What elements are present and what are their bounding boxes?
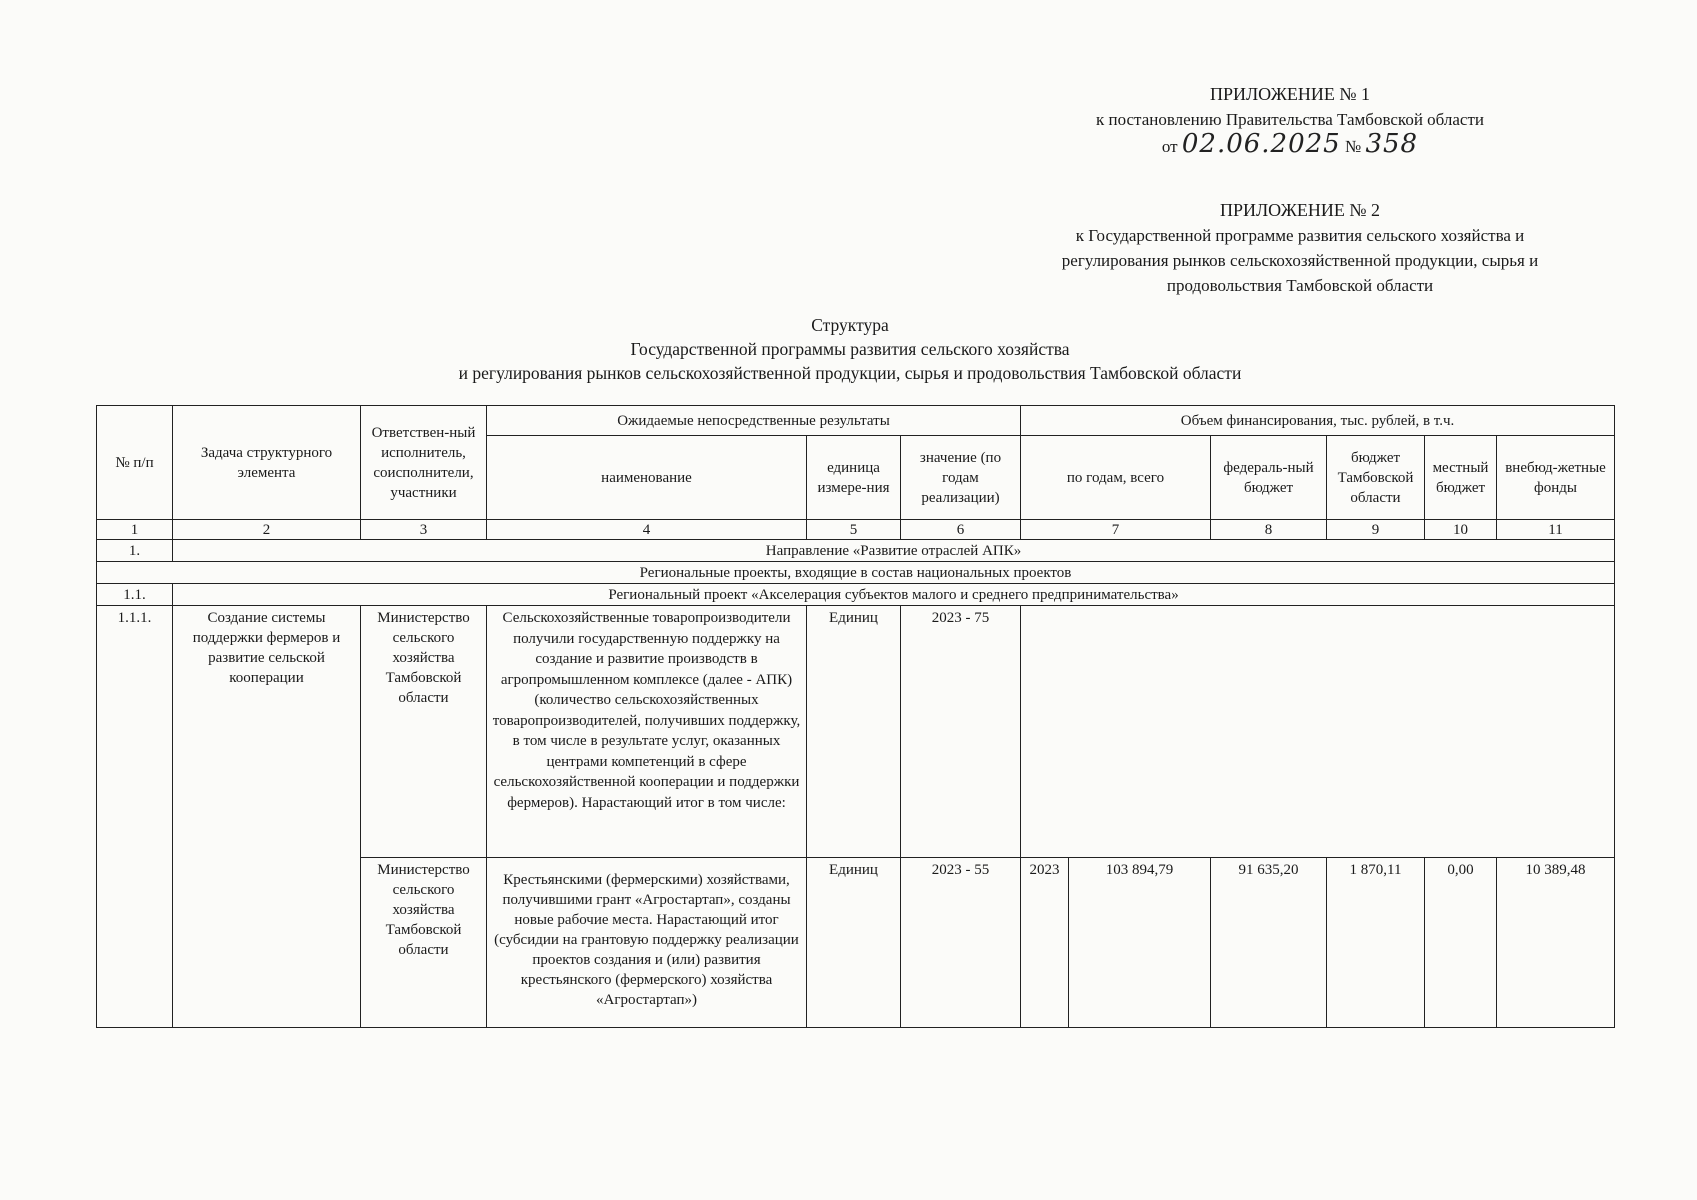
direction-num: 1.: [97, 540, 173, 562]
appendix1-title: ПРИЛОЖЕНИЕ № 1: [1209, 84, 1371, 104]
from-label: от: [1161, 137, 1178, 156]
header-unit: единица измере-ния: [807, 436, 901, 520]
row1-responsible: Министерство сельского хозяйства Тамбовской области: [361, 606, 487, 858]
col-number: 2: [173, 520, 361, 540]
project-title: Региональный проект «Акселерация субъектов малого и среднего предпринимательства»: [173, 584, 1615, 606]
doc-title-line1: Структура: [811, 315, 889, 335]
document-title: [300, 313, 1400, 385]
header-task: Задача структурного элемента: [173, 406, 361, 520]
col-number: 10: [1425, 520, 1497, 540]
appendix2-title: ПРИЛОЖЕНИЕ № 2: [1219, 200, 1381, 220]
appendix1-line: к постановлению Правительства Тамбовской области: [1095, 110, 1485, 129]
header-name: наименование: [487, 436, 807, 520]
structure-table: [96, 405, 1615, 1028]
row1-funding-empty: [1021, 606, 1615, 858]
row2-year: 2023: [1021, 858, 1069, 1028]
appendix2-block: [1000, 198, 1600, 298]
appendix2-line1: к Государственной программе развития сельского хозяйства и: [1075, 226, 1525, 245]
row2-responsible: Министерство сельского хозяйства Тамбовской области: [361, 858, 487, 1028]
handwritten-date: 02.06.2025: [1181, 129, 1341, 159]
doc-title-line2: Государственной программы развития сельского хозяйства: [630, 339, 1070, 359]
header-no: № п/п: [97, 406, 173, 520]
row2-federal: 91 635,20: [1211, 858, 1327, 1028]
row-num: 1.1.1.: [97, 606, 173, 1028]
header-responsible: Ответствен-ный исполнитель, соисполнители, участники: [361, 406, 487, 520]
col-number: 7: [1021, 520, 1211, 540]
col-number: 9: [1327, 520, 1425, 540]
row2-offbudget: 10 389,48: [1497, 858, 1615, 1028]
col-number: 3: [361, 520, 487, 540]
row2-value: 2023 - 55: [901, 858, 1021, 1028]
header-total: по годам, всего: [1021, 436, 1211, 520]
appendix1-date-line: [1040, 129, 1540, 159]
row2-name: Крестьянскими (фермерскими) хозяйствами, получившими грант «Агростартап», созданы новые рабочие места. Нарастающий итог (субсидии на грантовую поддержку реализации проектов создания и (или) развития крестьянского (фермерского) хозяйства «Агростартап»): [487, 858, 807, 1028]
header-regional: бюджет Тамбовской области: [1327, 436, 1425, 520]
handwritten-number: 358: [1365, 129, 1419, 159]
appendix2-line3: продовольствия Тамбовской области: [1166, 276, 1434, 295]
row-task: Создание системы поддержки фермеров и развитие сельской кооперации: [173, 606, 361, 1028]
doc-title-line3: и регулирования рынков сельскохозяйственной продукции, сырья и продовольствия Тамбовской области: [458, 363, 1242, 383]
appendix1-block: [1040, 82, 1540, 159]
header-local: местный бюджет: [1425, 436, 1497, 520]
project-num: 1.1.: [97, 584, 173, 606]
appendix2-line2: регулирования рынков сельскохозяйственной продукции, сырья и: [1061, 251, 1539, 270]
header-offbudget: внебюд-жетные фонды: [1497, 436, 1615, 520]
row2-total: 103 894,79: [1069, 858, 1211, 1028]
structure-table-wrap: [96, 405, 1614, 1028]
row1-value: 2023 - 75: [901, 606, 1021, 858]
header-expected-results: Ожидаемые непосредственные результаты: [487, 406, 1021, 436]
row2-unit: Единиц: [807, 858, 901, 1028]
row2-local: 0,00: [1425, 858, 1497, 1028]
table-row: [97, 606, 1615, 858]
header-funding: Объем финансирования, тыс. рублей, в т.ч.: [1021, 406, 1615, 436]
col-number: 5: [807, 520, 901, 540]
col-number: 6: [901, 520, 1021, 540]
col-number: 4: [487, 520, 807, 540]
direction-title: Направление «Развитие отраслей АПК»: [173, 540, 1615, 562]
row1-unit: Единиц: [807, 606, 901, 858]
regional-projects-title: Региональные проекты, входящие в состав национальных проектов: [97, 562, 1615, 584]
number-label: №: [1344, 137, 1362, 156]
col-number: 8: [1211, 520, 1327, 540]
header-federal: федераль-ный бюджет: [1211, 436, 1327, 520]
col-number: 1: [97, 520, 173, 540]
col-number: 11: [1497, 520, 1615, 540]
row2-regional: 1 870,11: [1327, 858, 1425, 1028]
row1-name: Сельскохозяйственные товаропроизводители получили государственную поддержку на создание и развитие производств в агропромышленном комплексе (далее - АПК) (количество сельскохозяйственных товаропроизводителей, получивших поддержку, в том числе в результате услуг, оказанных центрами компетенций в сфере сельскохозяйственной кооперации и поддержки фермеров). Нарастающий итог в том числе:: [487, 606, 807, 858]
header-value: значение (по годам реализации): [901, 436, 1021, 520]
